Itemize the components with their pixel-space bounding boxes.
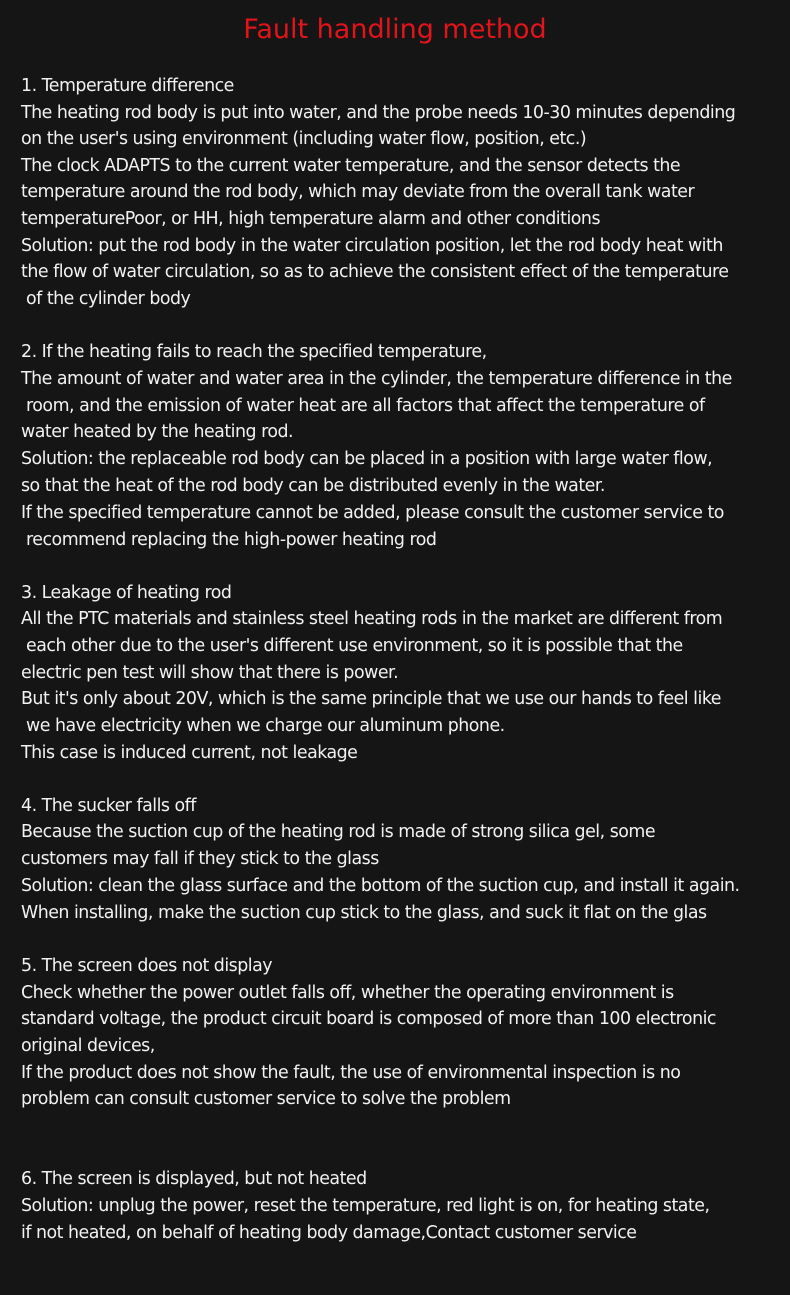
page-title: Fault handling method: [243, 14, 547, 45]
section-line: water heated by the heating rod.: [21, 422, 294, 442]
section-line: the flow of water circulation, so as to achieve the consistent effect of the temperature: [21, 262, 729, 282]
section-line: The heating rod body is put into water, and the probe needs 10-30 minutes depending: [21, 103, 736, 123]
section-line: temperaturePoor, or HH, high temperature alarm and other conditions: [21, 209, 601, 229]
section-line: original devices,: [21, 1036, 155, 1056]
section-line: if not heated, on behalf of heating body damage,Contact customer service: [21, 1223, 637, 1243]
section-line: so that the heat of the rod body can be distributed evenly in the water.: [21, 476, 605, 496]
section-line: we have electricity when we charge our aluminum phone.: [21, 716, 505, 736]
section-heading: 3. Leakage of heating rod: [21, 583, 232, 603]
section-line: customers may fall if they stick to the glass: [21, 849, 379, 869]
section-line: of the cylinder body: [21, 289, 191, 309]
section-line: When installing, make the suction cup stick to the glass, and suck it flat on the glas: [21, 903, 707, 923]
section-line: Solution: put the rod body in the water circulation position, let the rod body heat with: [21, 236, 723, 256]
section-heading: 6. The screen is displayed, but not heated: [21, 1169, 367, 1189]
section-line: Solution: unplug the power, reset the temperature, red light is on, for heating state,: [21, 1196, 710, 1216]
section-line: If the product does not show the fault, the use of environmental inspection is no: [21, 1063, 681, 1083]
section-line: Solution: the replaceable rod body can be placed in a position with large water flow,: [21, 449, 713, 469]
section-line: room, and the emission of water heat are all factors that affect the temperature of: [21, 396, 705, 416]
section-heading: 4. The sucker falls off: [21, 796, 196, 816]
section-heading: 2. If the heating fails to reach the specified temperature,: [21, 342, 487, 362]
section-line: recommend replacing the high-power heating rod: [21, 530, 437, 550]
section-line: The clock ADAPTS to the current water temperature, and the sensor detects the: [21, 156, 681, 176]
section-line: standard voltage, the product circuit board is composed of more than 100 electronic: [21, 1009, 716, 1029]
section-line: Check whether the power outlet falls off, whether the operating environment is: [21, 983, 674, 1003]
section-line: Because the suction cup of the heating rod is made of strong silica gel, some: [21, 822, 656, 842]
section-heading: 1. Temperature difference: [21, 76, 234, 96]
section-line: electric pen test will show that there is power.: [21, 663, 399, 683]
section-line: This case is induced current, not leakage: [21, 743, 358, 763]
section-line: The amount of water and water area in the cylinder, the temperature difference in the: [21, 369, 732, 389]
section-line: But it's only about 20V, which is the same principle that we use our hands to feel like: [21, 689, 721, 709]
section-line: each other due to the user's different use environment, so it is possible that the: [21, 636, 683, 656]
section-line: If the specified temperature cannot be added, please consult the customer service to: [21, 503, 724, 523]
section-line: Solution: clean the glass surface and the bottom of the suction cup, and install it again.: [21, 876, 740, 896]
section-line: on the user's using environment (including water flow, position, etc.): [21, 129, 587, 149]
section-line: temperature around the rod body, which may deviate from the overall tank water: [21, 182, 695, 202]
section-line: problem can consult customer service to solve the problem: [21, 1089, 511, 1109]
section-heading: 5. The screen does not display: [21, 956, 273, 976]
section-line: All the PTC materials and stainless steel heating rods in the market are different from: [21, 609, 723, 629]
